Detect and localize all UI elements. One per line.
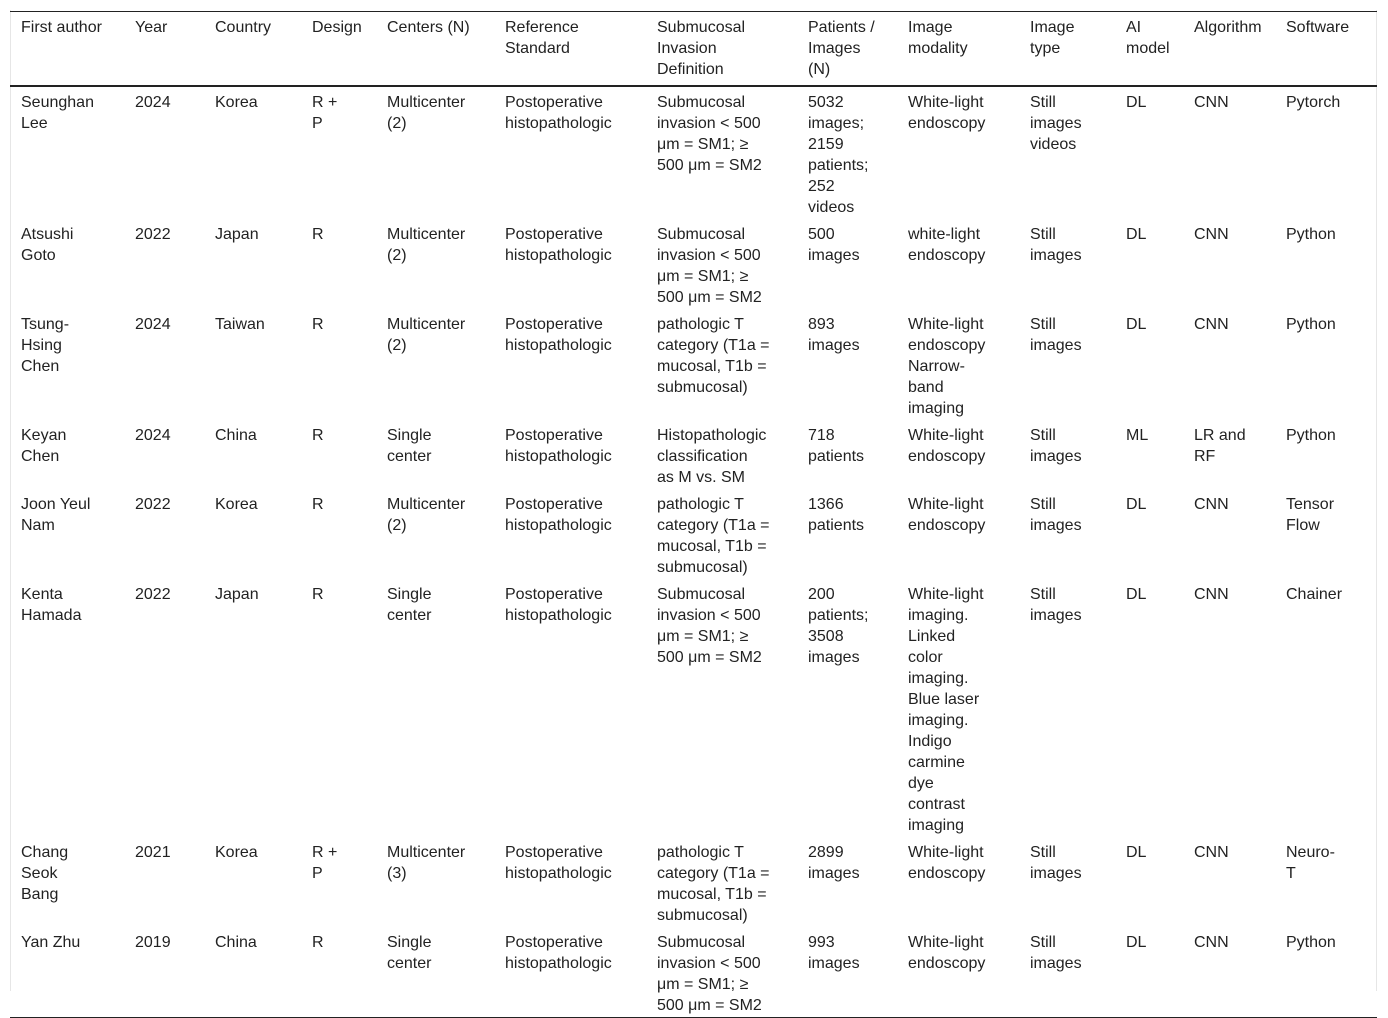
cell-country: [204, 927, 301, 1018]
column-header-centers: [376, 12, 494, 87]
cell-first-author: [10, 309, 124, 420]
cell-text: ML: [1126, 427, 1149, 444]
column-header-label: Reference Standard: [505, 19, 579, 57]
column-header-label: Year: [135, 19, 168, 36]
cell-ai-model: [1115, 86, 1183, 219]
cell-country: [204, 309, 301, 420]
cell-ai-model: [1115, 309, 1183, 420]
cell-text: Submucosal invasion < 500 μm = SM1; ≥ 500 μm = SM2: [657, 934, 762, 1014]
cell-submucosal-invasion-definition: [646, 489, 797, 579]
cell-text: Multicenter (2): [387, 226, 466, 264]
cell-design: [301, 927, 376, 1018]
cell-submucosal-invasion-definition: [646, 579, 797, 837]
cell-text: White-light endoscopy: [908, 934, 986, 972]
cell-text: DL: [1126, 94, 1147, 111]
column-header-submucosal-invasion-definition: [646, 12, 797, 87]
table-body: [10, 86, 1377, 1018]
cell-first-author: [10, 927, 124, 1018]
cell-text: DL: [1126, 586, 1147, 603]
cell-centers: [376, 219, 494, 309]
cell-image-type: [1019, 86, 1115, 219]
cell-image-modality: [897, 86, 1019, 219]
cell-algorithm: [1183, 489, 1275, 579]
cell-country: [204, 86, 301, 219]
cell-first-author: [10, 837, 124, 927]
cell-text: R: [312, 496, 324, 513]
cell-text: Still images: [1030, 226, 1082, 264]
cell-text: Postoperative histopathologic: [505, 316, 612, 354]
cell-text: Python: [1286, 934, 1336, 951]
column-header-label: Image modality: [908, 19, 968, 57]
cell-text: pathologic T category (T1a = mucosal, T1b = submucosal): [657, 844, 770, 924]
cell-text: White-light endoscopy: [908, 94, 986, 132]
cell-year: [124, 420, 204, 489]
cell-text: Single center: [387, 586, 432, 624]
column-header-year: [124, 12, 204, 87]
cell-text: Multicenter (2): [387, 316, 466, 354]
column-header-design: [301, 12, 376, 87]
cell-text: 2022: [135, 496, 171, 513]
cell-text: Taiwan: [215, 316, 265, 333]
cell-text: Postoperative histopathologic: [505, 496, 612, 534]
column-header-ai-model: [1115, 12, 1183, 87]
cell-algorithm: [1183, 420, 1275, 489]
cell-year: [124, 219, 204, 309]
cell-text: 2024: [135, 94, 171, 111]
cell-year: [124, 489, 204, 579]
cell-submucosal-invasion-definition: [646, 219, 797, 309]
cell-software: [1275, 420, 1377, 489]
cell-text: CNN: [1194, 844, 1229, 861]
cell-text: DL: [1126, 844, 1147, 861]
cell-year: [124, 837, 204, 927]
header-row: [10, 12, 1377, 87]
cell-text: CNN: [1194, 94, 1229, 111]
cell-text: Chang Seok Bang: [21, 844, 69, 903]
cell-text: R: [312, 226, 324, 243]
cell-text: R + P: [312, 844, 338, 882]
column-header-label: Centers (N): [387, 19, 470, 36]
cell-text: DL: [1126, 226, 1147, 243]
column-header-algorithm: [1183, 12, 1275, 87]
column-header-software: [1275, 12, 1377, 87]
cell-country: [204, 420, 301, 489]
cell-text: 718 patients: [808, 427, 865, 465]
cell-text: Atsushi Goto: [21, 226, 74, 264]
cell-text: Seunghan Lee: [21, 94, 94, 132]
cell-centers: [376, 837, 494, 927]
cell-text: CNN: [1194, 226, 1229, 243]
cell-year: [124, 309, 204, 420]
cell-text: Still images: [1030, 496, 1082, 534]
cell-software: [1275, 579, 1377, 837]
cell-text: Korea: [215, 844, 258, 861]
cell-first-author: [10, 86, 124, 219]
cell-algorithm: [1183, 219, 1275, 309]
cell-text: Histopathologic classification as M vs. SM: [657, 427, 767, 486]
cell-text: 2024: [135, 316, 171, 333]
cell-text: CNN: [1194, 934, 1229, 951]
cell-text: China: [215, 934, 257, 951]
cell-text: Postoperative histopathologic: [505, 94, 612, 132]
cell-text: Still images: [1030, 316, 1082, 354]
cell-text: Postoperative histopathologic: [505, 226, 612, 264]
cell-text: Korea: [215, 496, 258, 513]
cell-text: Still images: [1030, 427, 1082, 465]
cell-text: 5032 images; 2159 patients; 252 videos: [808, 94, 869, 216]
cell-ai-model: [1115, 927, 1183, 1018]
column-header-label: Country: [215, 19, 272, 36]
cell-text: R + P: [312, 94, 338, 132]
cell-year: [124, 86, 204, 219]
cell-text: Korea: [215, 94, 258, 111]
column-header-label: First author: [21, 19, 102, 36]
cell-country: [204, 489, 301, 579]
cell-design: [301, 420, 376, 489]
cell-text: Submucosal invasion < 500 μm = SM1; ≥ 500 μm = SM2: [657, 586, 762, 666]
cell-ai-model: [1115, 489, 1183, 579]
cell-country: [204, 579, 301, 837]
cell-text: R: [312, 316, 324, 333]
cell-algorithm: [1183, 579, 1275, 837]
cell-text: 200 patients; 3508 images: [808, 586, 869, 666]
cell-image-type: [1019, 219, 1115, 309]
cell-reference-standard: [494, 219, 646, 309]
cell-ai-model: [1115, 219, 1183, 309]
cell-software: [1275, 86, 1377, 219]
cell-text: Keyan Chen: [21, 427, 67, 465]
cell-first-author: [10, 579, 124, 837]
column-header-first-author: [10, 12, 124, 87]
cell-design: [301, 579, 376, 837]
cell-patients-images: [797, 219, 897, 309]
cell-text: DL: [1126, 934, 1147, 951]
cell-submucosal-invasion-definition: [646, 420, 797, 489]
cell-software: [1275, 489, 1377, 579]
cell-text: pathologic T category (T1a = mucosal, T1b = submucosal): [657, 316, 770, 396]
cell-text: Still images: [1030, 586, 1082, 624]
cell-text: Japan: [215, 226, 259, 243]
cell-reference-standard: [494, 489, 646, 579]
cell-text: 893 images: [808, 316, 860, 354]
cell-text: 2022: [135, 586, 171, 603]
cell-ai-model: [1115, 837, 1183, 927]
cell-image-type: [1019, 837, 1115, 927]
cell-text: Kenta Hamada: [21, 586, 82, 624]
cell-image-type: [1019, 579, 1115, 837]
cell-software: [1275, 837, 1377, 927]
cell-text: 1366 patients: [808, 496, 865, 534]
cell-centers: [376, 927, 494, 1018]
column-header-image-type: [1019, 12, 1115, 87]
cell-image-modality: [897, 579, 1019, 837]
cell-text: R: [312, 427, 324, 444]
cell-text: CNN: [1194, 586, 1229, 603]
column-header-country: [204, 12, 301, 87]
table-row: [10, 579, 1377, 837]
cell-algorithm: [1183, 309, 1275, 420]
table-row: [10, 219, 1377, 309]
cell-text: Tensor Flow: [1286, 496, 1335, 534]
cell-patients-images: [797, 489, 897, 579]
column-header-patients-images: [797, 12, 897, 87]
column-header-image-modality: [897, 12, 1019, 87]
cell-text: Still images: [1030, 934, 1082, 972]
table-header: [10, 12, 1377, 87]
cell-text: Multicenter (2): [387, 94, 466, 132]
cell-text: 2019: [135, 934, 171, 951]
cell-design: [301, 309, 376, 420]
cell-centers: [376, 86, 494, 219]
cell-text: Pytorch: [1286, 94, 1341, 111]
cell-text: Postoperative histopathologic: [505, 844, 612, 882]
cell-patients-images: [797, 420, 897, 489]
cell-image-modality: [897, 489, 1019, 579]
cell-text: Multicenter (3): [387, 844, 466, 882]
cell-centers: [376, 420, 494, 489]
studies-table: [10, 11, 1377, 1018]
cell-centers: [376, 489, 494, 579]
column-header-label: Design: [312, 19, 362, 36]
cell-design: [301, 489, 376, 579]
table-row: [10, 420, 1377, 489]
cell-image-modality: [897, 927, 1019, 1018]
cell-reference-standard: [494, 837, 646, 927]
cell-text: DL: [1126, 496, 1147, 513]
cell-text: White-light endoscopy Narrow- band imaging: [908, 316, 986, 417]
cell-text: pathologic T category (T1a = mucosal, T1b = submucosal): [657, 496, 770, 576]
cell-design: [301, 86, 376, 219]
table-row: [10, 489, 1377, 579]
cell-text: White-light imaging. Linked color imaging. Blue laser imaging. Indigo carmine dye contrast imaging: [908, 586, 984, 834]
cell-image-modality: [897, 837, 1019, 927]
cell-text: Postoperative histopathologic: [505, 427, 612, 465]
cell-image-type: [1019, 420, 1115, 489]
cell-text: Tsung- Hsing Chen: [21, 316, 70, 375]
cell-patients-images: [797, 837, 897, 927]
cell-first-author: [10, 489, 124, 579]
cell-text: China: [215, 427, 257, 444]
cell-text: Python: [1286, 427, 1336, 444]
cell-text: Joon Yeul Nam: [21, 496, 91, 534]
cell-text: 2899 images: [808, 844, 860, 882]
cell-text: CNN: [1194, 496, 1229, 513]
cell-text: R: [312, 586, 324, 603]
cell-image-type: [1019, 927, 1115, 1018]
cell-text: Japan: [215, 586, 259, 603]
cell-design: [301, 837, 376, 927]
cell-patients-images: [797, 579, 897, 837]
column-header-reference-standard: [494, 12, 646, 87]
cell-text: LR and RF: [1194, 427, 1246, 465]
cell-text: White-light endoscopy: [908, 496, 986, 534]
cell-image-type: [1019, 489, 1115, 579]
cell-year: [124, 579, 204, 837]
cell-text: Still images: [1030, 844, 1082, 882]
cell-text: Multicenter (2): [387, 496, 466, 534]
cell-image-modality: [897, 420, 1019, 489]
cell-text: Python: [1286, 226, 1336, 243]
cell-ai-model: [1115, 420, 1183, 489]
cell-reference-standard: [494, 420, 646, 489]
table-row: [10, 86, 1377, 219]
cell-reference-standard: [494, 927, 646, 1018]
cell-text: White-light endoscopy: [908, 427, 986, 465]
cell-algorithm: [1183, 837, 1275, 927]
cell-software: [1275, 309, 1377, 420]
table-row: [10, 837, 1377, 927]
cell-reference-standard: [494, 579, 646, 837]
cell-text: CNN: [1194, 316, 1229, 333]
cell-reference-standard: [494, 309, 646, 420]
cell-patients-images: [797, 86, 897, 219]
cell-first-author: [10, 420, 124, 489]
cell-image-modality: [897, 309, 1019, 420]
cell-text: Yan Zhu: [21, 934, 81, 951]
cell-submucosal-invasion-definition: [646, 86, 797, 219]
cell-centers: [376, 309, 494, 420]
cell-text: Still images videos: [1030, 94, 1082, 153]
cell-reference-standard: [494, 86, 646, 219]
cell-submucosal-invasion-definition: [646, 837, 797, 927]
cell-patients-images: [797, 927, 897, 1018]
cell-text: White-light endoscopy: [908, 844, 986, 882]
cell-text: Single center: [387, 934, 432, 972]
cell-text: white-light endoscopy: [908, 226, 986, 264]
cell-text: Submucosal invasion < 500 μm = SM1; ≥ 500 μm = SM2: [657, 226, 762, 306]
cell-text: 993 images: [808, 934, 860, 972]
cell-image-modality: [897, 219, 1019, 309]
column-header-label: Submucosal Invasion Definition: [657, 19, 746, 78]
cell-text: Single center: [387, 427, 432, 465]
cell-text: DL: [1126, 316, 1147, 333]
cell-algorithm: [1183, 927, 1275, 1018]
cell-country: [204, 837, 301, 927]
cell-text: Chainer: [1286, 586, 1343, 603]
cell-text: Postoperative histopathologic: [505, 934, 612, 972]
cell-submucosal-invasion-definition: [646, 927, 797, 1018]
table-row: [10, 927, 1377, 1018]
column-header-label: Algorithm: [1194, 19, 1262, 36]
cell-design: [301, 219, 376, 309]
column-header-label: Software: [1286, 19, 1350, 36]
cell-text: Submucosal invasion < 500 μm = SM1; ≥ 500 μm = SM2: [657, 94, 762, 174]
cell-text: R: [312, 934, 324, 951]
cell-patients-images: [797, 309, 897, 420]
cell-text: 500 images: [808, 226, 860, 264]
cell-text: Neuro- T: [1286, 844, 1335, 882]
cell-year: [124, 927, 204, 1018]
cell-text: Python: [1286, 316, 1336, 333]
cell-text: 2021: [135, 844, 171, 861]
cell-text: 2022: [135, 226, 171, 243]
cell-algorithm: [1183, 86, 1275, 219]
cell-ai-model: [1115, 579, 1183, 837]
cell-centers: [376, 579, 494, 837]
column-header-label: AI model: [1126, 19, 1170, 57]
cell-first-author: [10, 219, 124, 309]
cell-software: [1275, 927, 1377, 1018]
cell-country: [204, 219, 301, 309]
cell-text: 2024: [135, 427, 171, 444]
column-header-label: Patients / Images (N): [808, 19, 875, 78]
cell-image-type: [1019, 309, 1115, 420]
column-header-label: Image type: [1030, 19, 1075, 57]
cell-software: [1275, 219, 1377, 309]
cell-text: Postoperative histopathologic: [505, 586, 612, 624]
table-row: [10, 309, 1377, 420]
cell-submucosal-invasion-definition: [646, 309, 797, 420]
